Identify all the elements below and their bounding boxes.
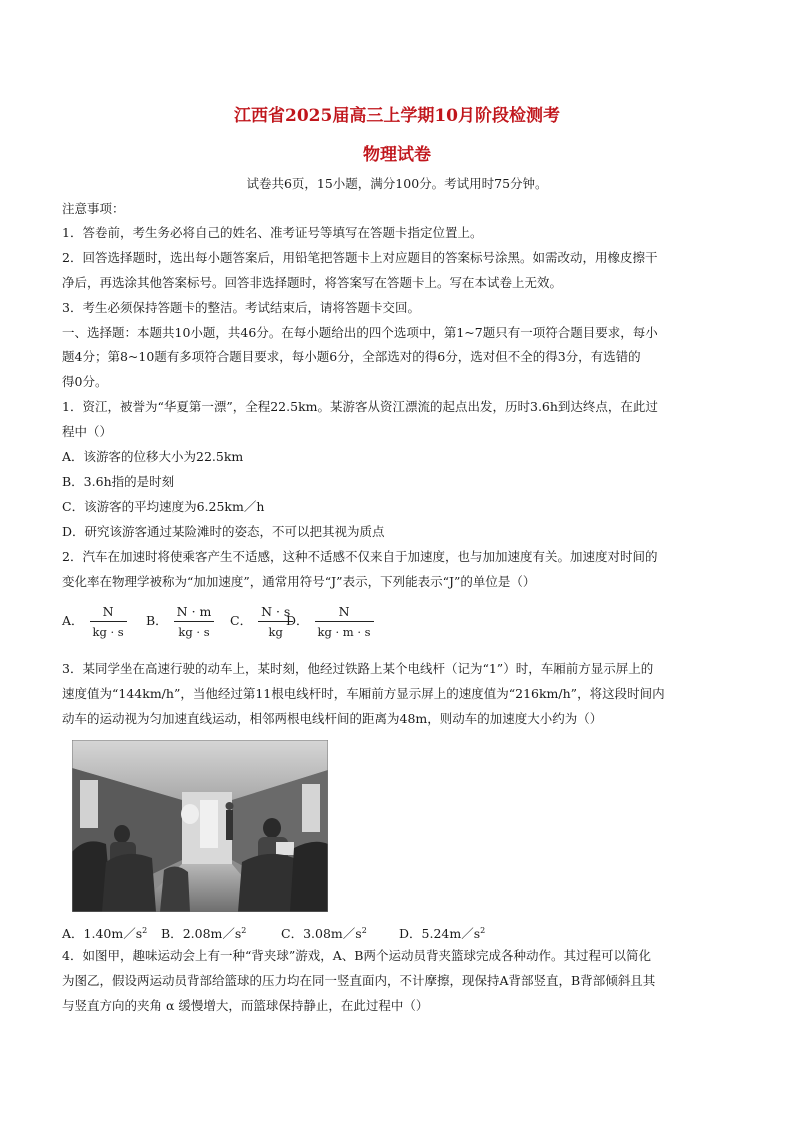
option-value: 3.08m／s [303,926,362,941]
fraction-numerator: N · s [258,604,293,622]
exponent: 2 [480,925,486,935]
question-1-option-c: C．该游客的平均速度为6.25km／h [62,499,265,514]
question-2-option-b [146,604,216,639]
question-3-option-d [399,924,485,942]
exponent: 2 [361,925,367,935]
exam-subtitle: 物理试卷 [363,145,431,165]
note-line: 3．考生必须保持答题卡的整洁。考试结束后，请将答题卡交回。 [62,300,420,315]
unit-fraction [174,604,215,639]
question-3-stem: 速度值为“144km/h”，当他经过第11根电线杆时，车厢前方显示屏上的速度值为“216km/h”，将这段时间内 [62,686,665,701]
option-label: D． [286,613,309,628]
section-instruction: 题4分；第8~10题有多项符合题目要求，每小题6分，全部选对的得6分，选对但不全的得3分，有选错的 [62,349,641,364]
question-1-option-a: A．该游客的位移大小为22.5km [62,449,244,464]
question-3-stem: 动车的运动视为匀加速直线运动，相邻两根电线杆间的距离为48m，则动车的加速度大小约为（） [62,711,603,726]
exponent: 2 [241,925,247,935]
question-3-option-a [62,924,147,942]
option-value: 5.24m／s [421,926,481,941]
exam-title: 江西省2025届高三上学期10月阶段检测考 [234,106,560,126]
option-label: A． [62,613,84,628]
note-line: 净后，再选涂其他答案标号。回答非选择题时，将答案写在答题卡上。写在本试卷上无效。 [62,275,563,290]
exam-info: 试卷共6页，15小题，满分100分。考试用时75分钟。 [246,176,548,191]
option-label: C． [230,613,253,628]
question-2-stem: 变化率在物理学被称为“加加速度”，通常用符号“J”表示，下列能表示“J”的单位是（） [62,574,536,589]
question-1-option-d: D．研究该游客通过某险滩时的姿态，不可以把其视为质点 [62,524,385,539]
question-1-option-b: B．3.6h指的是时刻 [62,474,175,489]
fraction-numerator: N [90,604,127,622]
question-2-stem: 2．汽车在加速时将使乘客产生不适感，这种不适感不仅来自于加速度，也与加加速度有关。加速度对时间的 [62,549,658,564]
question-4-stem: 为图乙，假设两运动员背部给篮球的压力均在同一竖直面内，不计摩擦，现保持A背部竖直，B背部倾斜且其 [62,973,656,988]
question-3-option-c [281,924,367,942]
fraction-denominator: kg · s [178,625,210,639]
unit-fraction [90,604,127,639]
fraction-denominator: kg · m · s [317,625,371,639]
question-2-option-a [62,604,129,639]
option-value: 1.40m／s [83,926,143,941]
note-line: 1．答卷前，考生务必将自己的姓名、准考证号等填写在答题卡指定位置上。 [62,225,483,240]
note-line: 2．回答选择题时，选出每小题答案后，用铅笔把答题卡上对应题目的答案标号涂黑。如需改动，用橡皮擦干 [62,250,658,265]
question-4-stem: 与竖直方向的夹角 α 缓慢增大，而篮球保持静止，在此过程中（） [62,998,429,1013]
section-instruction: 一、选择题：本题共10小题，共46分。在每小题给出的四个选项中，第1~7题只有一项符合题目要求，每小 [62,325,658,340]
fraction-numerator: N [315,604,374,622]
option-label: B． [146,613,168,628]
question-1-stem: 1．资江，被誉为“华夏第一漂”，全程22.5km。某游客从资江漂流的起点出发，历时3.6h到达终点，在此过 [62,399,658,414]
option-label: C． [281,926,304,941]
notes-heading: 注意事项： [62,201,125,216]
option-label: A． [62,926,84,941]
option-value: 2.08m／s [182,926,242,941]
question-2-option-d [286,604,376,639]
option-label: D． [399,926,422,941]
fraction-denominator: kg · s [92,625,124,639]
fraction-denominator: kg [268,625,283,639]
question-3-option-b [161,924,246,942]
question-1-stem: 程中（） [62,424,113,439]
fraction-numerator: N · m [174,604,215,622]
question-3-stem: 3．某同学坐在高速行驶的动车上，某时刻，他经过铁路上某个电线杆（记为“1”）时，车厢前方显示屏上的 [62,661,654,676]
question-4-stem: 4．如图甲，趣味运动会上有一种“背夹球”游戏，A、B两个运动员背夹篮球完成各种动作。其过程可以简化 [62,948,651,963]
option-label: B． [161,926,183,941]
section-instruction: 得0分。 [62,374,108,389]
unit-fraction [315,604,374,639]
train-interior-photo [72,740,328,912]
exponent: 2 [142,925,148,935]
